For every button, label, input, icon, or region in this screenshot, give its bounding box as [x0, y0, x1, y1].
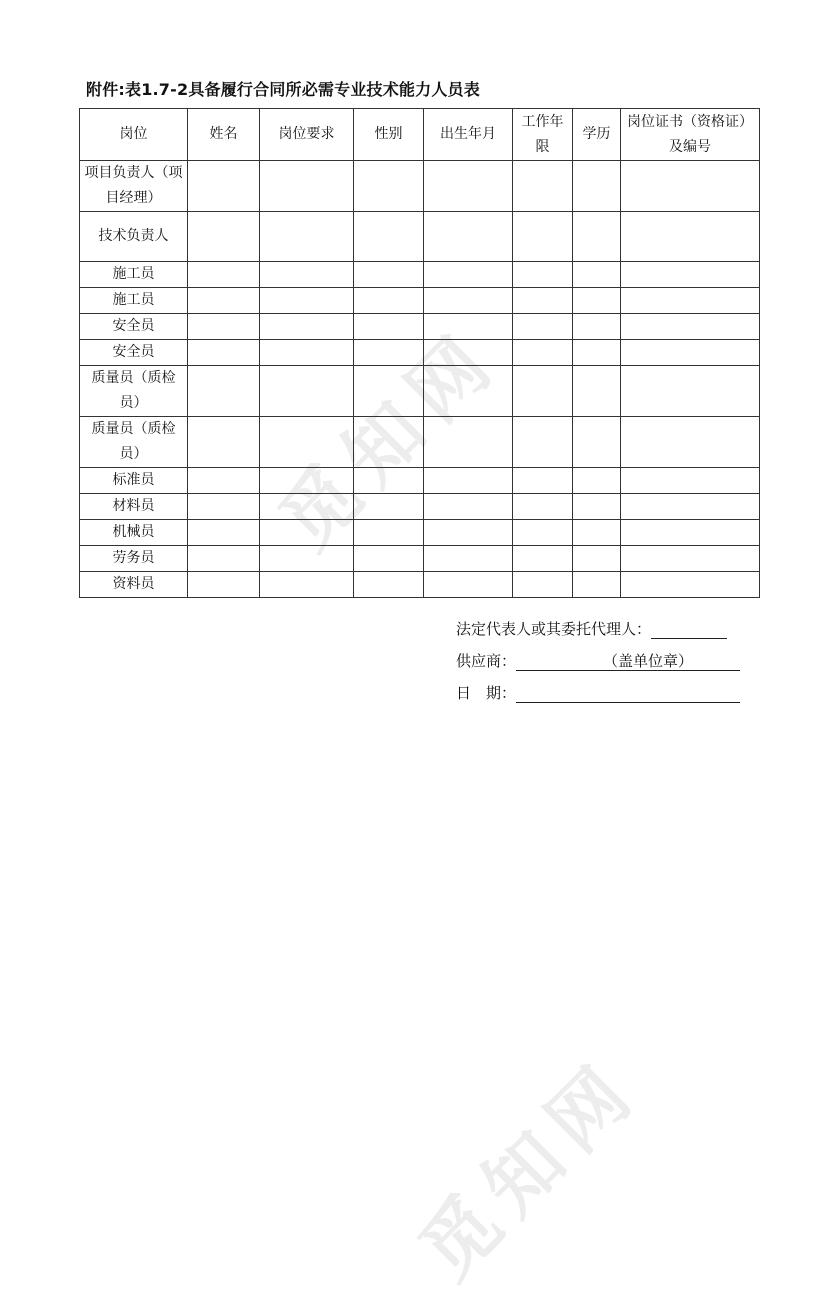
empty-cell: [621, 468, 760, 494]
empty-cell: [621, 546, 760, 572]
empty-cell: [424, 366, 513, 417]
empty-cell: [354, 572, 424, 598]
table-header-row: [80, 109, 760, 161]
position-cell: 施工员: [80, 288, 188, 314]
stamp-note: （盖单位章）: [603, 652, 694, 670]
header-certificate: 岗位证书（资格证）及编号: [621, 109, 760, 161]
empty-cell: [513, 520, 573, 546]
empty-cell: [621, 161, 760, 212]
empty-cell: [573, 262, 621, 288]
empty-cell: [354, 161, 424, 212]
empty-cell: [260, 494, 354, 520]
empty-cell: [573, 468, 621, 494]
position-cell: 机械员: [80, 520, 188, 546]
empty-cell: [354, 546, 424, 572]
position-cell: 质量员（质检员）: [80, 366, 188, 417]
empty-cell: [573, 340, 621, 366]
empty-cell: [621, 262, 760, 288]
empty-cell: [354, 340, 424, 366]
empty-cell: [424, 161, 513, 212]
table-row: [80, 262, 760, 288]
table-row: [80, 288, 760, 314]
header-education: 学历: [573, 109, 621, 161]
empty-cell: [188, 262, 260, 288]
empty-cell: [260, 572, 354, 598]
empty-cell: [424, 546, 513, 572]
empty-cell: [573, 161, 621, 212]
empty-cell: [188, 572, 260, 598]
empty-cell: [188, 520, 260, 546]
header-requirements: 岗位要求: [260, 109, 354, 161]
empty-cell: [354, 494, 424, 520]
empty-cell: [573, 572, 621, 598]
empty-cell: [188, 494, 260, 520]
empty-cell: [513, 546, 573, 572]
header-name: 姓名: [188, 109, 260, 161]
table-row: [80, 314, 760, 340]
empty-cell: [621, 572, 760, 598]
empty-cell: [621, 288, 760, 314]
table-row: [80, 366, 760, 417]
header-position: 岗位: [80, 109, 188, 161]
document-title: 附件:表1.7-2具备履行合同所必需专业技术能力人员表: [86, 80, 480, 99]
empty-cell: [621, 417, 760, 468]
legal-rep-line: [456, 618, 727, 639]
empty-cell: [513, 417, 573, 468]
empty-cell: [573, 212, 621, 262]
empty-cell: [188, 340, 260, 366]
empty-cell: [513, 468, 573, 494]
date-blank: [516, 682, 740, 703]
table-row: [80, 572, 760, 598]
empty-cell: [424, 262, 513, 288]
position-cell: 资料员: [80, 572, 188, 598]
empty-cell: [513, 366, 573, 417]
table-row: [80, 494, 760, 520]
table-row: [80, 468, 760, 494]
empty-cell: [621, 494, 760, 520]
empty-cell: [260, 546, 354, 572]
empty-cell: [260, 417, 354, 468]
empty-cell: [354, 520, 424, 546]
table-row: [80, 212, 760, 262]
empty-cell: [188, 417, 260, 468]
empty-cell: [260, 366, 354, 417]
table-row: [80, 340, 760, 366]
empty-cell: [424, 340, 513, 366]
empty-cell: [354, 417, 424, 468]
table-row: [80, 161, 760, 212]
empty-cell: [260, 288, 354, 314]
watermark: 觅知网: [402, 1041, 657, 1296]
empty-cell: [260, 468, 354, 494]
empty-cell: [424, 468, 513, 494]
supplier-label: 供应商：: [456, 652, 517, 670]
position-cell: 项目负责人（项目经理）: [80, 161, 188, 212]
empty-cell: [573, 314, 621, 340]
empty-cell: [188, 288, 260, 314]
empty-cell: [188, 314, 260, 340]
empty-cell: [573, 494, 621, 520]
empty-cell: [621, 366, 760, 417]
empty-cell: [354, 262, 424, 288]
empty-cell: [188, 212, 260, 262]
empty-cell: [513, 288, 573, 314]
legal-rep-signature-blank: [651, 618, 727, 639]
empty-cell: [260, 262, 354, 288]
empty-cell: [424, 520, 513, 546]
date-label: 日 期：: [456, 684, 517, 702]
empty-cell: [573, 520, 621, 546]
position-cell: 安全员: [80, 340, 188, 366]
empty-cell: [260, 161, 354, 212]
empty-cell: [424, 417, 513, 468]
empty-cell: [621, 520, 760, 546]
position-cell: 技术负责人: [80, 212, 188, 262]
empty-cell: [513, 494, 573, 520]
empty-cell: [573, 417, 621, 468]
empty-cell: [513, 340, 573, 366]
empty-cell: [260, 340, 354, 366]
empty-cell: [354, 468, 424, 494]
empty-cell: [513, 212, 573, 262]
empty-cell: [513, 314, 573, 340]
date-line: [456, 682, 740, 703]
table-row: [80, 520, 760, 546]
table-row: [80, 417, 760, 468]
position-cell: 劳务员: [80, 546, 188, 572]
empty-cell: [188, 468, 260, 494]
empty-cell: [573, 288, 621, 314]
empty-cell: [424, 314, 513, 340]
empty-cell: [513, 262, 573, 288]
position-cell: 施工员: [80, 262, 188, 288]
position-cell: 安全员: [80, 314, 188, 340]
empty-cell: [621, 314, 760, 340]
empty-cell: [188, 546, 260, 572]
empty-cell: [513, 161, 573, 212]
empty-cell: [424, 494, 513, 520]
empty-cell: [354, 366, 424, 417]
table-row: [80, 546, 760, 572]
header-birth-date: 出生年月: [424, 109, 513, 161]
empty-cell: [513, 572, 573, 598]
position-cell: 质量员（质检员）: [80, 417, 188, 468]
empty-cell: [260, 314, 354, 340]
supplier-signature-blank: [516, 650, 740, 671]
legal-rep-label: 法定代表人或其委托代理人：: [456, 620, 652, 638]
header-work-years: 工作年限: [513, 109, 573, 161]
empty-cell: [424, 288, 513, 314]
personnel-table: [79, 108, 760, 598]
supplier-line: [456, 650, 740, 671]
empty-cell: [354, 212, 424, 262]
empty-cell: [188, 161, 260, 212]
empty-cell: [621, 340, 760, 366]
empty-cell: [573, 366, 621, 417]
empty-cell: [424, 572, 513, 598]
empty-cell: [354, 288, 424, 314]
empty-cell: [260, 212, 354, 262]
position-cell: 材料员: [80, 494, 188, 520]
header-gender: 性别: [354, 109, 424, 161]
empty-cell: [354, 314, 424, 340]
empty-cell: [573, 546, 621, 572]
empty-cell: [621, 212, 760, 262]
position-cell: 标准员: [80, 468, 188, 494]
empty-cell: [424, 212, 513, 262]
empty-cell: [260, 520, 354, 546]
empty-cell: [188, 366, 260, 417]
watermark: 觅知网: [262, 311, 517, 566]
